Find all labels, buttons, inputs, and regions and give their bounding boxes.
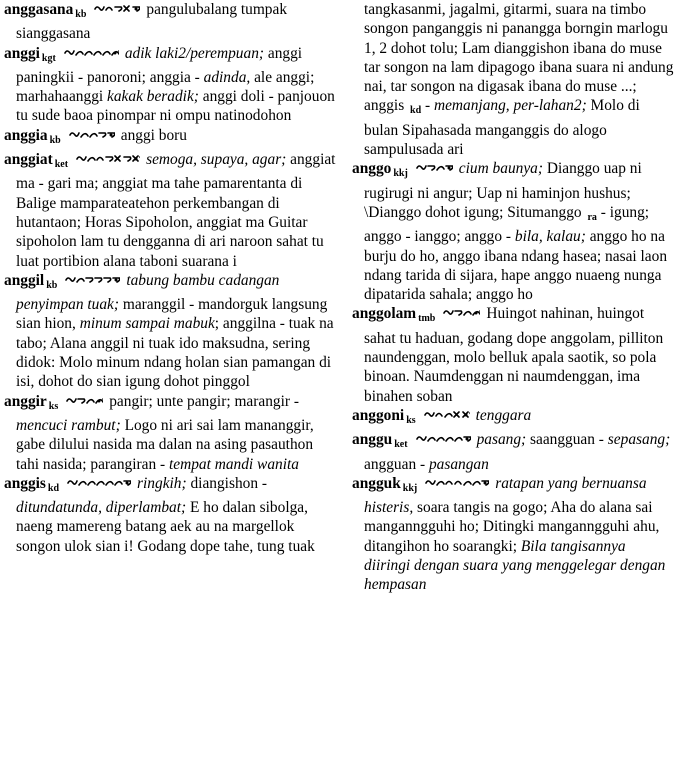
headword: anggoni xyxy=(352,406,405,424)
definition-italic: ringkih; xyxy=(137,474,187,492)
dictionary-entry xyxy=(352,304,674,405)
word-class-tag: ket xyxy=(394,439,408,451)
headword: anggu xyxy=(352,431,393,449)
dictionary-column-left xyxy=(4,0,337,556)
definition-text: anggo ho na burju do ho, anggo ibana ndang hasea; nasai laon ndang tarida di sijara, hape anggo nuaeng nunga dipatarida sahala; anggo ho xyxy=(364,228,668,304)
dictionary-entry xyxy=(352,159,674,304)
definition-italic: pasangan xyxy=(428,455,489,473)
batak-script-anggasana-icon xyxy=(94,4,140,13)
word-class-tag: ks xyxy=(406,414,416,426)
definition-text: Dianggo uap ni rugirugi ni angur; Uap ni haminjon hushus; \Dianggo dohot igung; Situmanggo xyxy=(364,160,642,221)
headword: anggis xyxy=(4,474,46,492)
subscript-tag: kd xyxy=(410,105,422,117)
definition-text: soara tangis na gogo; Aha do alana sai manganngguhi ho; Ditingki manganngguhi ahu, ditangihon ho soarangki; xyxy=(364,499,660,555)
headword: anggi xyxy=(4,44,40,62)
batak-script-anggiat-icon xyxy=(76,154,140,163)
batak-script-anggis-icon xyxy=(67,478,131,487)
definition-text: pangulubalang tumpak sianggasana xyxy=(16,1,288,43)
headword: anggir xyxy=(4,392,47,410)
definition-text: Huingot nahinan, huingot sahat tu haduan, godang dope anggolam, pilliton naundenggan, molo belluk apala saotik, so pola binoan. Naumdenggan ni naumdenggan, ima binahen soban xyxy=(364,305,664,405)
headword: anggia xyxy=(4,126,48,144)
definition-italic: pasang; xyxy=(476,431,527,449)
definition-text: angguan - xyxy=(364,455,429,473)
headword: anggiat xyxy=(4,151,53,169)
word-class-tag: kgt xyxy=(41,52,56,64)
definition-text: ale anggi; marhahaanggi xyxy=(16,68,315,106)
word-class-tag: ket xyxy=(54,159,69,171)
definition-italic: mencuci rambut; xyxy=(16,416,121,434)
definition-italic: ratapan yang bernuansa histeris, xyxy=(364,474,647,517)
dictionary-entry xyxy=(4,126,337,150)
definition-italic: ditundatunda, diperlambat; xyxy=(16,499,187,517)
definition-text: anggiat ma - gari ma; anggiat ma tahe pamarentanta di Balige mamparateatehon perkembangan di hutantaon; Horas Sipoholon, anggiat ma Guitar sipoholon lam tu dengganna di ari naroon sahat tu luat portibion alana taboni suarana i xyxy=(16,151,336,270)
definition-text: anggi paningkii - panoroni; anggia - xyxy=(16,44,303,86)
definition-text: pangir; unte pangir; marangir - xyxy=(109,392,299,410)
word-class-tag: kkj xyxy=(393,168,408,180)
definition-italic: Bila tangisannya diiringi dengan suara yang menggelegar dengan hempasan xyxy=(364,537,666,594)
definition-italic: memanjang, per-lahan2; xyxy=(433,97,587,115)
definition-italic: bila, kalau; xyxy=(514,228,586,246)
definition-text: - igung; anggo - ianggo; anggo - xyxy=(364,203,650,246)
word-class-tag: kkj xyxy=(402,482,418,494)
definition-italic: tenggara xyxy=(475,406,532,424)
batak-script-anggu-icon xyxy=(416,434,471,443)
headword: anggil xyxy=(4,271,45,289)
dictionary-entry xyxy=(4,392,337,474)
definition-italic: cium baunya; xyxy=(458,160,543,178)
batak-script-anggo-icon xyxy=(416,163,453,172)
headword: anggo xyxy=(352,160,392,178)
definition-text: ; anggilna - tuak na tabo; Alana anggil ni tuak ido maksudna, sering didok: Molo minum ndang holan sian pamangan di isi, dohot do sian igung dohot pinggol xyxy=(16,315,334,391)
definition-text: diangishon - xyxy=(186,474,268,492)
batak-script-angguk-icon xyxy=(425,478,489,487)
dictionary-entry xyxy=(4,271,337,392)
word-class-tag: tmb xyxy=(418,313,436,325)
dictionary-entry xyxy=(4,0,337,44)
batak-script-anggi-icon xyxy=(64,48,119,57)
headword: anggolam xyxy=(352,305,417,323)
definition-italic: adik laki2/perempuan; xyxy=(124,44,265,62)
dictionary-entry xyxy=(4,474,337,556)
definition-text: saangguan - xyxy=(526,431,608,449)
definition-text: maranggil - mandorguk langsung sian hion, xyxy=(16,296,328,333)
subscript-tag: ra xyxy=(587,211,597,223)
batak-script-anggoni-icon xyxy=(424,410,470,419)
definition-text: tangkasanmi, jagalmi, gitarmi, suara na timbo songon panganggis ni panangga borngin marlogu 1, 2 dohot tolu; Lam dianggishon ibana do muse tar songon na lam dipagogo ibana suara ni andung nai, tar songon na digasak ibana do muse ...; anggis xyxy=(364,1,674,115)
definition-italic: tabung bambu cadangan penyimpan tuak; xyxy=(16,271,280,314)
batak-script-anggolam-icon xyxy=(443,308,480,317)
definition-text: - xyxy=(421,97,434,115)
dictionary-entry xyxy=(352,474,674,595)
batak-script-anggil-icon xyxy=(65,275,120,284)
dictionary-entry xyxy=(352,430,674,474)
definition-text: E ho dalan sibolga, naeng mamereng batang aek au na margellok songon ulok sian i! Godang dope tahe, tung tuak xyxy=(16,499,315,555)
dictionary-column-right xyxy=(352,0,674,595)
dictionary-entry xyxy=(352,406,674,430)
dictionary-entry xyxy=(4,150,337,271)
definition-italic: minum sampai mabuk xyxy=(79,315,215,333)
definition-italic: tempat mandi wanita xyxy=(169,455,299,473)
definition-italic: kakak beradik; xyxy=(107,88,199,106)
word-class-tag: kb xyxy=(46,279,58,291)
dictionary-entry xyxy=(4,44,337,126)
definition-text: Molo di bulan Sipahasada manganggis do alogo sampulusada ari xyxy=(364,97,640,159)
batak-script-anggir-icon xyxy=(66,396,103,405)
word-class-tag: ks xyxy=(48,400,59,412)
definition-italic: sepasang; xyxy=(607,431,671,449)
batak-script-anggia-icon xyxy=(69,130,115,139)
headword: anggasana xyxy=(4,1,74,18)
definition-text: anggi boru xyxy=(120,126,188,144)
entry-continuation xyxy=(352,0,674,159)
definition-italic: semoga, supaya, agar; xyxy=(146,151,287,169)
definition-italic: adinda, xyxy=(203,68,251,86)
word-class-tag: kb xyxy=(49,134,61,146)
word-class-tag: kd xyxy=(47,482,60,494)
definition-text: anggi doli - panjouon tu sude baoa pinompar ni ompu natinodohon xyxy=(16,88,335,125)
definition-text: Logo ni ari sai lam mananggir, gabe dilului nasida ma dalan na asing pasauthon tahi nasida; parangiran - xyxy=(16,416,314,473)
word-class-tag: kb xyxy=(75,9,87,20)
headword: angguk xyxy=(352,474,401,492)
